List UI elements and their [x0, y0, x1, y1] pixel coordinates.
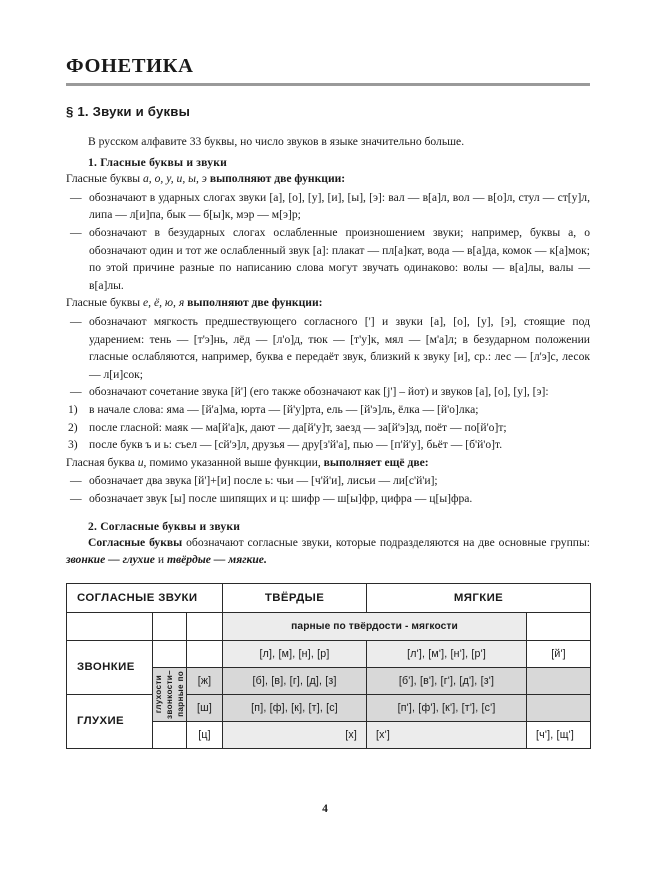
vowels-lead-3-bold: выполняет ещё две:: [323, 455, 429, 469]
table-subheader-paired-hard-soft: парные по твёрдости - мягкости: [223, 612, 527, 640]
vowels-lead-1-bold: выполняют две функции:: [209, 172, 346, 186]
list-item-text: обозначают в ударных слогах звуки [а], [о], [у], [и], [ы], [э]: вал — в[а]л, вол — в[о]л, стул — ст[у]л, липа — л[и]па, бык — б[ы]к, мэр — м[э]р;: [89, 190, 590, 222]
consonant-sounds-table-container: [66, 583, 590, 749]
vowels-lead-3-plain-b: , помимо указанной выше функции,: [143, 455, 324, 469]
consonants-lead-plain: обозначают согласные звуки, которые подразделяются на две основные группы:: [186, 535, 590, 549]
cell-soft-4: [х']: [367, 721, 527, 748]
title-divider: [66, 83, 590, 86]
vertical-label-paired-voiced-voiceless: [153, 667, 187, 721]
cell-unpaired-soft-3: [527, 694, 591, 721]
list-item: [66, 313, 590, 383]
cell-soft-2: [б'], [в'], [г'], [д'], [з']: [367, 667, 527, 694]
table-subheader-blank-3: [187, 612, 223, 640]
row-label-voiceless: ГЛУХИЕ: [67, 694, 153, 748]
number-marker: 1): [68, 403, 78, 417]
vertical-label-line-3: глухости: [154, 675, 163, 714]
list-item-text: обозначает два звука [й']+[и] после ь: чьи — [ч'й'и], лисьи — ли[с'й'и];: [89, 474, 438, 488]
cell-hard-1: [л], [м], [н], [р]: [223, 640, 367, 667]
list-item: [66, 472, 590, 490]
dash-marker-icon: —: [70, 385, 82, 399]
table-header-corner: СОГЛАСНЫЕ ЗВУКИ: [67, 583, 223, 612]
vowels-lead-2: [66, 294, 590, 312]
table-header-row: [67, 583, 591, 612]
dash-marker-icon: —: [70, 474, 82, 488]
cell-unpaired-hard-2: [ж]: [187, 667, 223, 694]
table-subheader-blank-2: [153, 612, 187, 640]
consonants-lead-conjunction: и: [154, 553, 167, 567]
vowels-lead-1: [66, 170, 590, 188]
table-header-soft: МЯГКИЕ: [367, 583, 591, 612]
number-marker: 3): [68, 438, 78, 452]
table-header-hard: ТВЁРДЫЕ: [223, 583, 367, 612]
vowels-lead-1-plain: Гласные буквы: [66, 172, 143, 186]
vowels-bullet-list-3: [66, 472, 590, 507]
consonants-group-hard-soft: твёрдые — мягкие.: [166, 553, 267, 567]
table-subheader-row: [67, 612, 591, 640]
consonant-sounds-table: [66, 583, 591, 749]
table-subheader-blank-1: [67, 612, 153, 640]
table-row: [67, 640, 591, 667]
cell-vertical-blank-bottom: [153, 721, 187, 748]
list-item-text: в начале слова: яма — [й'а]ма, юрта — [й'у]рта, ель — [й'э]ль, ёлка — [й'о]лка;: [89, 403, 479, 417]
cell-vertical-blank-top: [153, 640, 187, 667]
vowels-bullet-list-2: [66, 313, 590, 401]
vowels-lead-2-plain: Гласные буквы: [66, 296, 143, 310]
section-intro-paragraph: В русском алфавите 33 буквы, но число звуков в языке значительно больше.: [88, 134, 465, 148]
subsection-heading-consonants: 2. Согласные буквы и звуки: [88, 519, 241, 533]
cell-soft-3: [п'], [ф'], [к'], [т'], [с']: [367, 694, 527, 721]
vowels-bullet-list-1: [66, 189, 590, 295]
list-item: [66, 401, 590, 419]
section-heading: § 1. Звуки и буквы: [66, 103, 191, 119]
cell-unpaired-soft-2: [527, 667, 591, 694]
page-title: ФОНЕТИКА: [66, 55, 194, 77]
cell-unpaired-hard-4: [ц]: [187, 721, 223, 748]
vowels-lead-3-letter: и: [137, 455, 144, 469]
consonants-lead: [66, 534, 590, 569]
vowels-numbered-list: [66, 401, 590, 454]
page-number: 4: [322, 803, 328, 815]
list-item: [66, 436, 590, 454]
cell-unpaired-soft-1: [й']: [527, 640, 591, 667]
vertical-label-line-1: парные по: [176, 671, 185, 718]
vowels-lead-1-letters: а, о, у, и, ы, э: [143, 172, 210, 186]
dash-marker-icon: —: [70, 315, 82, 328]
list-item-text: обозначают сочетание звука [й'] (его также обозначают как [j'] – йот) и звуков [а], [о], [у], [э]:: [89, 385, 549, 399]
vowels-lead-2-letters: е, ё, ю, я: [143, 296, 188, 310]
dash-marker-icon: —: [70, 190, 82, 204]
table-subheader-blank-4: [527, 612, 591, 640]
table-row: [67, 694, 591, 721]
subsection-heading-vowels: 1. Гласные буквы и звуки: [88, 156, 227, 170]
consonants-lead-bold: Согласные буквы: [88, 535, 187, 549]
list-item-text: обозначают в безударных слогах ослабленные произношением звуки; например, буквы а, о обозначают один и тот же ослабленный звук [а]: плакат — пл[а]кат, вода — в[а]да, комок — к[а]мок; по этой причине разные по написанию слова могут звучать одинаково: волы — в[а]лы, валы — в[а]лы.: [89, 225, 590, 292]
cell-unpaired-hard-1: [187, 640, 223, 667]
list-item: [66, 189, 590, 224]
list-item-text: после гласной: маяк — ма[й'а]к, дают — да[й'у]т, заезд — за[й'э]зд, поёт — по[й'о]т;: [89, 420, 507, 434]
list-item-text: обозначают мягкость предшествующего согласного ['] и звуки [а], [о], [у], [э], стоящие под ударением: тень — [т'э]нь, лёд — [л'о]д, тюк — [т'у]к, мял — [м'а]л; в безударном положении гласные ослабляются, например, буква е передаёт звук, близкий к звуку [и], ср.: лес — [л'э]с, лесок — л[и]сок;: [89, 315, 590, 381]
cell-unpaired-soft-4: [ч'], [щ']: [527, 721, 591, 748]
list-item-text: обозначает звук [ы] после шипящих и ц: шифр — ш[ы]фр, цифра — ц[ы]фра.: [89, 492, 473, 506]
list-item-text: после букв ъ и ь: съел — [сй'э]л, друзья — дру[з'й'а], пью — [п'й'у], бьёт — [б'й'о]т.: [89, 438, 503, 452]
vowels-lead-2-bold: выполняют две функции:: [187, 296, 323, 310]
vowels-lead-3: [66, 454, 590, 472]
list-item: [66, 490, 590, 508]
dash-marker-icon: —: [70, 225, 82, 239]
consonants-group-voiced-voiceless: звонкие — глухие: [66, 553, 155, 567]
list-item: [66, 224, 590, 294]
cell-hard-4: [х]: [223, 721, 367, 748]
dash-marker-icon: —: [70, 492, 82, 506]
cell-unpaired-hard-3: [ш]: [187, 694, 223, 721]
vertical-label-line-2: звонкости–: [165, 669, 174, 719]
list-item: [66, 419, 590, 437]
cell-hard-2: [б], [в], [г], [д], [з]: [223, 667, 367, 694]
cell-soft-1: [л'], [м'], [н'], [р']: [367, 640, 527, 667]
number-marker: 2): [68, 420, 78, 434]
vowels-lead-3-plain-a: Гласная буква: [66, 455, 138, 469]
row-label-voiced: ЗВОНКИЕ: [67, 640, 153, 694]
list-item: [66, 383, 590, 401]
cell-hard-3: [п], [ф], [к], [т], [с]: [223, 694, 367, 721]
